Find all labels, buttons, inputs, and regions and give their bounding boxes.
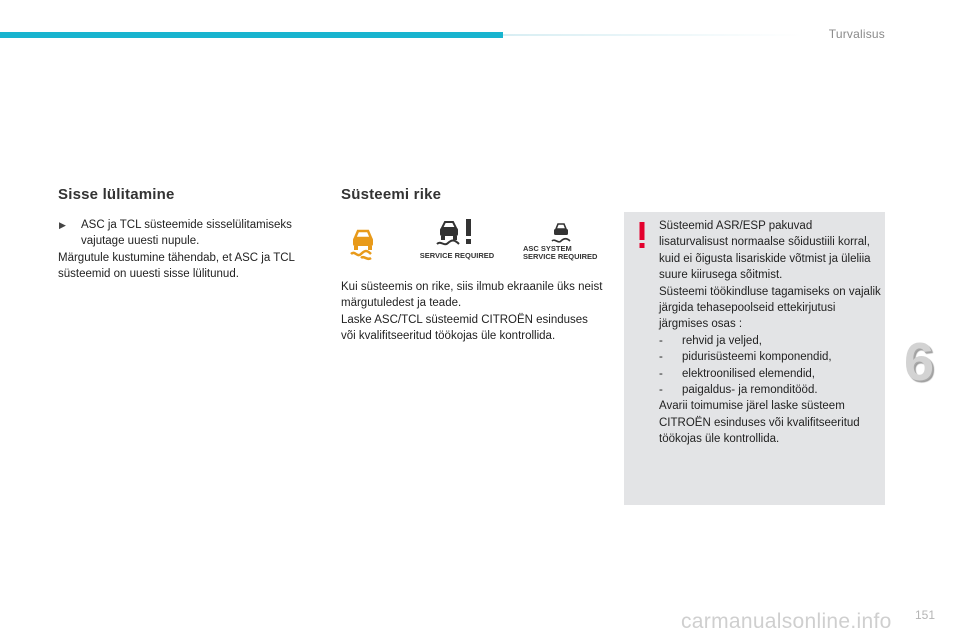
page-number: 151	[915, 608, 936, 622]
list-item: - pidurisüsteemi komponendid,	[659, 349, 881, 365]
safety-note-text	[659, 218, 881, 448]
section-system-fault	[341, 186, 611, 217]
section-title: Turvalisus	[828, 27, 885, 41]
switch-on-instruction	[58, 217, 320, 250]
safety-note-panel	[624, 212, 885, 505]
list-item: - elektroonilised elemendid,	[659, 366, 881, 382]
header-accent-fade	[503, 34, 803, 36]
esp-warning-icon	[347, 224, 383, 269]
chapter-number: 6	[904, 332, 935, 392]
system-fault-paragraph-1: Kui süsteemis on rike, siis ilmub ekraanile üks neist märgutuledest ja teade.	[341, 281, 603, 310]
list-item-text: pidurisüsteemi komponendid,	[682, 351, 832, 364]
asc-system-label: ASC SYSTEM	[523, 244, 572, 253]
service-required-label: SERVICE REQUIRED	[419, 251, 495, 260]
list-item: - paigaldus- ja remonditööd.	[659, 382, 881, 398]
exclamation-warning-icon	[638, 222, 646, 248]
arrow-bullet-icon: ▶	[59, 220, 66, 230]
list-item: - rehvid ja veljed,	[659, 333, 881, 349]
switch-on-bullet-text: ASC ja TCL süsteemide sisselülitamiseks vajutage uuesti nupule.	[81, 219, 292, 248]
asc-service-required-label: SERVICE REQUIRED	[523, 252, 598, 261]
asc-service-required-icon	[517, 220, 607, 269]
safety-note-intro: Süsteemid ASR/ESP pakuvad lisaturvalisust normaalse sõidustiili korral, kuid ei õigusta lisariskide võtmist ja üleliia suure kiirusega sõitmist.	[659, 220, 871, 282]
system-fault-heading: Süsteemi rike	[341, 186, 442, 203]
list-item-text: paigaldus- ja remonditööd.	[682, 384, 818, 397]
safety-note-outro: Avarii toimumise järel laske süsteem CITROËN esinduses või kvalifitseeritud töökojas üle kontrollida.	[659, 400, 860, 446]
list-item-text: rehvid ja veljed,	[682, 334, 762, 347]
list-item-text: elektroonilised elemendid,	[682, 367, 815, 380]
switch-on-heading: Sisse lülitamine	[58, 186, 175, 203]
section-switch-on	[58, 186, 320, 283]
watermark: carmanualsonline.info	[681, 610, 892, 633]
warning-icons-row	[347, 216, 607, 266]
switch-on-paragraph: Märgutule kustumine tähendab, et ASC ja TCL süsteemid on uuesti sisse lülitunud.	[58, 251, 295, 281]
system-fault-paragraph-2: Laske ASC/TCL süsteemid CITROËN esinduses või kvalifitseeritud töökojas üle kontrollida.	[341, 313, 588, 343]
service-required-icon	[412, 216, 502, 267]
header-accent-bar	[0, 32, 503, 38]
system-fault-text	[341, 279, 603, 345]
safety-note-requirements: Süsteemi töökindluse tagamiseks on vajalik järgida tehasepoolseid ettekirjutusi järgmises osas :	[659, 285, 881, 331]
